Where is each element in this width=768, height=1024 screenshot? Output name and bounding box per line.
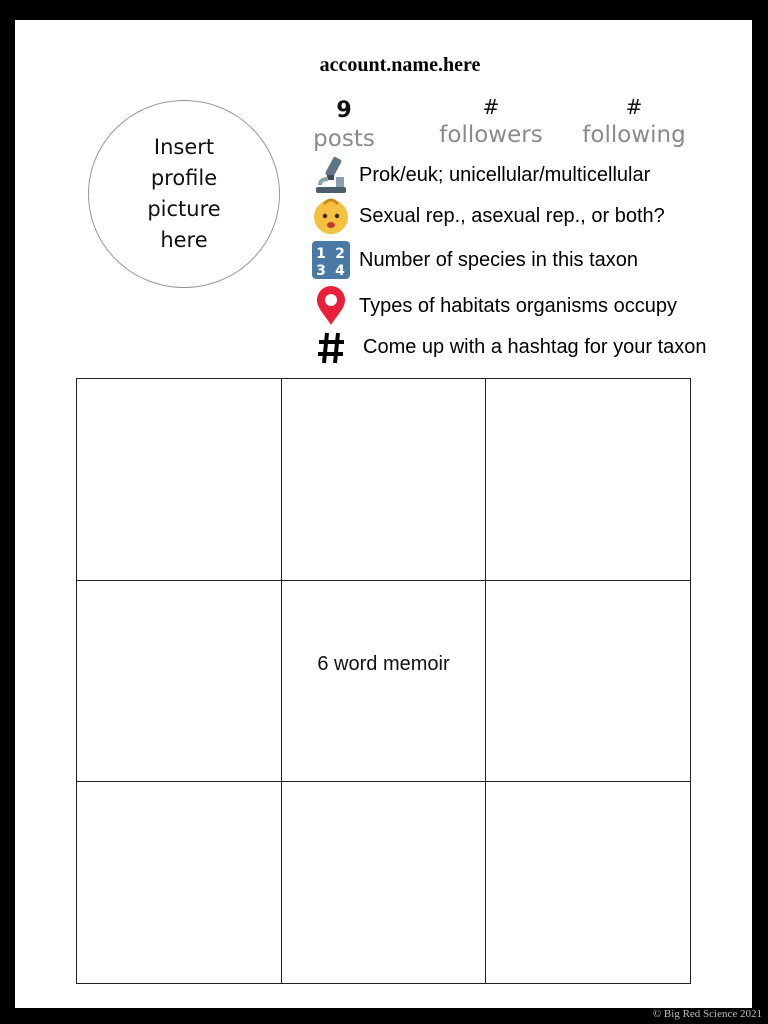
grid-cell-memoir[interactable] (282, 581, 487, 783)
memoir-label: 6 word memoir (317, 652, 450, 675)
prompt-text: Come up with a hashtag for your taxon (363, 335, 707, 358)
svg-text:4: 4 (335, 263, 345, 279)
grid-cell[interactable] (77, 581, 282, 783)
stat-following (575, 96, 693, 152)
stat-followers-value: # (482, 95, 500, 119)
prompt-text: Types of habitats organisms occupy (359, 294, 677, 317)
numbers-1234-icon (311, 240, 351, 280)
prompt-text: Sexual rep., asexual rep., or both? (359, 204, 665, 227)
hashtag-icon (311, 327, 351, 367)
svg-text:2: 2 (335, 246, 345, 262)
account-name: account.name.here (319, 54, 481, 76)
copyright-notice: © Big Red Science 2021 (652, 1008, 762, 1020)
stat-followers (433, 96, 549, 152)
profile-picture-label: Insert profile picture here (147, 135, 221, 252)
grid-cell[interactable] (282, 379, 487, 581)
profile-picture-placeholder[interactable] (88, 100, 280, 288)
prompt-species-count (311, 240, 638, 280)
svg-text:3: 3 (316, 263, 326, 279)
baby-icon (311, 196, 351, 236)
stat-followers-label: followers (439, 122, 543, 148)
stat-posts (305, 100, 383, 156)
svg-text:1: 1 (316, 246, 326, 262)
post-grid (76, 378, 691, 984)
grid-cell[interactable] (486, 379, 691, 581)
stat-posts-value: 9 (336, 98, 352, 123)
stat-following-value: # (625, 95, 643, 119)
microscope-icon (311, 155, 351, 195)
prompt-text: Prok/euk; unicellular/multicellular (359, 163, 651, 186)
stat-posts-label: posts (313, 126, 375, 152)
grid-cell[interactable] (486, 782, 691, 984)
grid-cell[interactable] (77, 782, 282, 984)
prompt-hashtag (311, 327, 707, 367)
location-pin-icon (311, 286, 351, 326)
prompt-reproduction (311, 196, 665, 236)
grid-cell[interactable] (282, 782, 487, 984)
stat-following-label: following (582, 122, 686, 148)
prompt-habitats (311, 286, 677, 326)
grid-cell[interactable] (77, 379, 282, 581)
grid-cell[interactable] (486, 581, 691, 783)
prompt-cell-type (311, 155, 650, 195)
prompt-text: Number of species in this taxon (359, 248, 639, 271)
